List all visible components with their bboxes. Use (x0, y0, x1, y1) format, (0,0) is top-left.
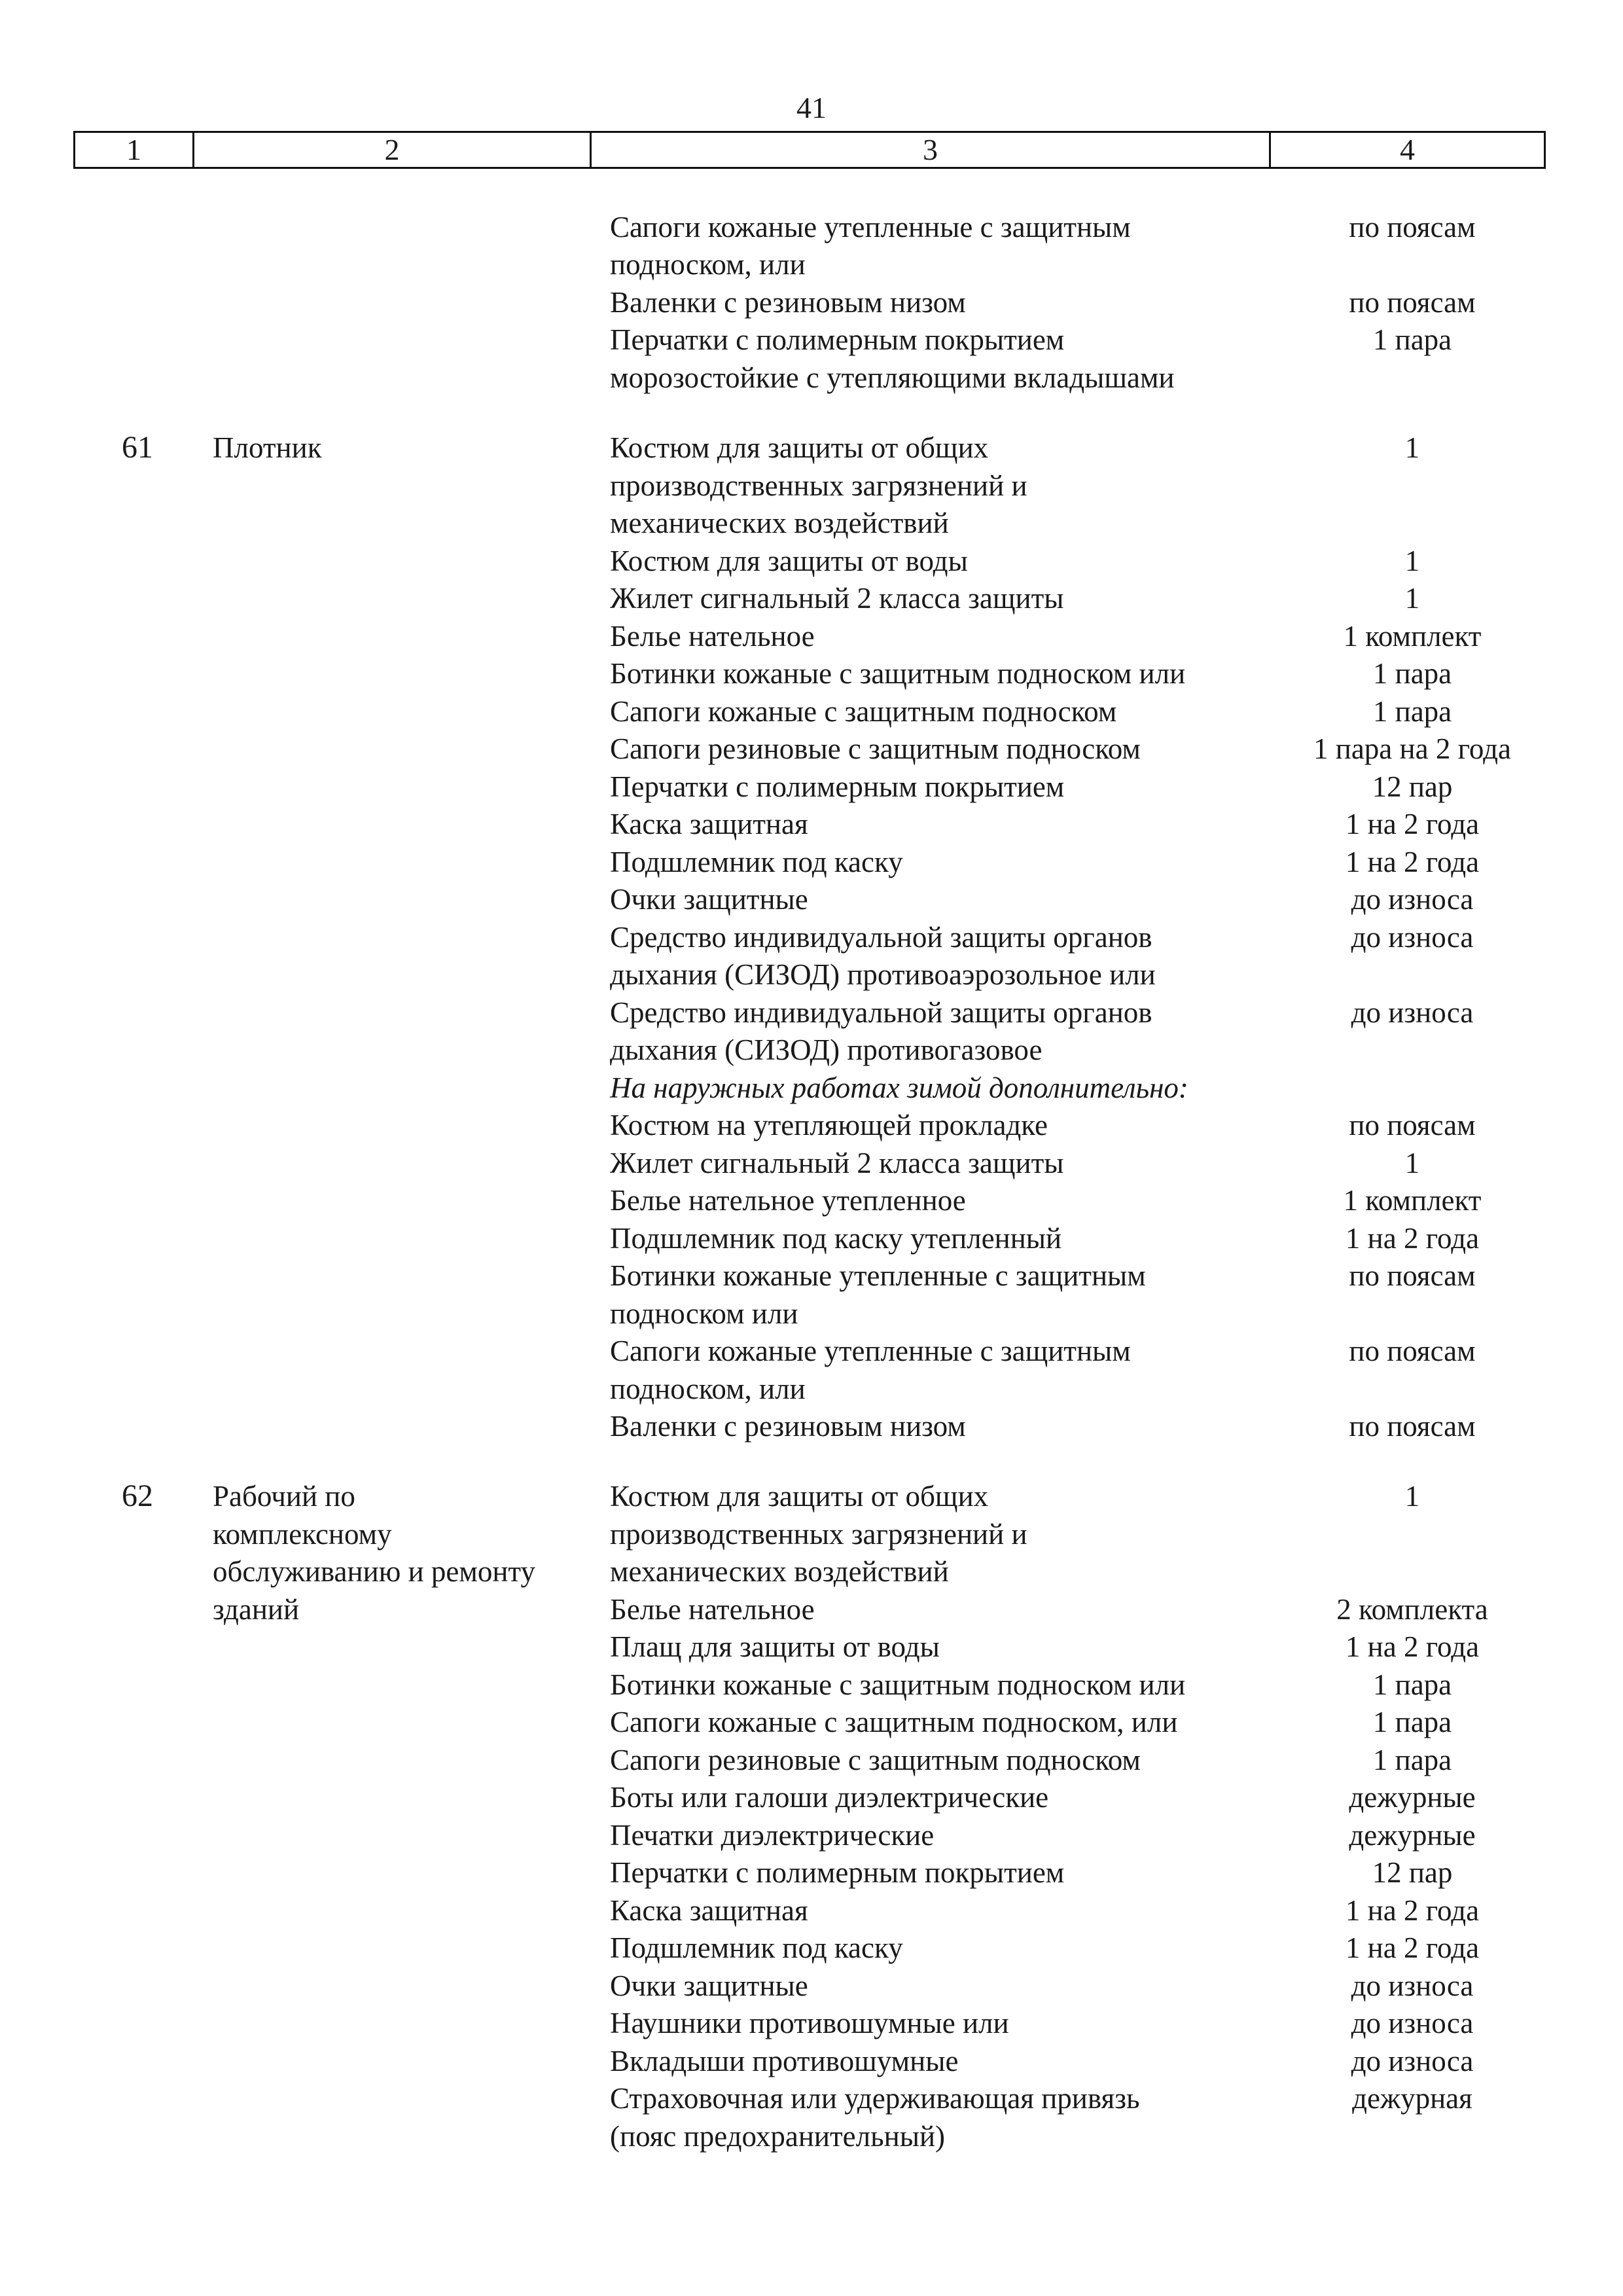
item-line: Жилет сигнальный 2 класса защиты (610, 582, 1064, 615)
norm-value: 1 комплект (1343, 620, 1482, 653)
item-line: Валенки с резиновым низом (610, 1410, 966, 1443)
item-line: производственных загрязнений и (610, 469, 1027, 502)
item-line: Печатки диэлектрические (610, 1819, 935, 1852)
norm-value: 1 (1404, 1147, 1420, 1179)
norm-value: до износа (1351, 883, 1474, 916)
item-line: дыхания (СИЗОД) противогазовое (610, 1033, 1043, 1066)
norm-value: до износа (1351, 2045, 1474, 2077)
norm-value: 1 пара на 2 года (1313, 732, 1511, 765)
norm-value: до износа (1351, 2007, 1474, 2039)
item-line: Ботинки кожаные с защитным подноском или (610, 1668, 1186, 1701)
item-line: Костюм для защиты от общих (610, 431, 989, 464)
norm-value: по поясам (1349, 1109, 1476, 1141)
item-line: механических воздействий (610, 507, 949, 539)
item-line: Белье нательное утепленное (610, 1184, 966, 1217)
item-line: Сапоги резиновые с защитным подноском (610, 1744, 1141, 1776)
item-line: Сапоги резиновые с защитным подноском (610, 732, 1141, 765)
entry-number: 61 (122, 430, 153, 465)
entry-number: 62 (122, 1479, 153, 1513)
profession-name: Рабочий по (213, 1480, 355, 1513)
item-line: дыхания (СИЗОД) противоаэрозольное или (610, 958, 1156, 991)
norm-value: 1 (1404, 431, 1420, 464)
norm-value: 1 (1404, 545, 1420, 577)
item-line: Ботинки кожаные утепленные с защитным (610, 1259, 1146, 1292)
norm-value: 1 на 2 года (1345, 808, 1480, 840)
norm-value: по поясам (1349, 1259, 1476, 1292)
norm-value: 1 пара (1372, 323, 1452, 356)
norm-value: 1 на 2 года (1345, 1931, 1480, 1964)
profession-name: комплексному (213, 1518, 392, 1551)
subsection-heading: На наружных работах зимой дополнительно: (610, 1071, 1188, 1104)
item-line: Боты или галоши диэлектрические (610, 1781, 1049, 1814)
norm-value: 1 на 2 года (1345, 1630, 1480, 1663)
norm-value: 1 (1404, 582, 1420, 615)
item-line: Страховочная или удерживающая привязь (610, 2082, 1140, 2115)
item-line: Перчатки с полимерным покрытием (610, 323, 1065, 356)
page-number: 41 (796, 91, 827, 124)
item-line: Ботинки кожаные с защитным подноском или (610, 657, 1186, 690)
norm-value: 2 комплекта (1336, 1593, 1488, 1626)
item-line: Перчатки с полимерным покрытием (610, 1856, 1065, 1889)
item-line: Подшлемник под каску (610, 846, 903, 878)
norm-value: 1 на 2 года (1345, 1222, 1480, 1255)
column-header-1: 1 (75, 133, 194, 167)
item-line: подноском или (610, 1297, 798, 1330)
item-line: Сапоги кожаные с защитным подноском (610, 695, 1117, 728)
profession-name: Плотник (213, 431, 322, 464)
profession-name: обслуживанию и ремонту (213, 1555, 536, 1588)
item-line: Средство индивидуальной защиты органов (610, 996, 1152, 1029)
item-line: Очки защитные (610, 1969, 808, 2002)
item-line: (пояс предохранительный) (610, 2120, 946, 2153)
item-line: Очки защитные (610, 883, 808, 916)
item-line: Костюм на утепляющей прокладке (610, 1109, 1048, 1141)
norm-value: 1 на 2 года (1345, 1894, 1480, 1927)
norm-value: 1 комплект (1343, 1184, 1482, 1217)
item-line: Костюм для защиты от воды (610, 545, 968, 577)
norm-value: до износа (1351, 1969, 1474, 2002)
item-line: Плащ для защиты от воды (610, 1630, 940, 1663)
norm-value: 1 пара (1372, 1744, 1452, 1776)
item-line: Костюм для защиты от общих (610, 1480, 989, 1513)
item-line: Средство индивидуальной защиты органов (610, 921, 1152, 954)
item-line: Перчатки с полимерным покрытием (610, 770, 1065, 803)
profession-name: зданий (213, 1593, 300, 1626)
item-line: подноском, или (610, 248, 806, 281)
norm-value: 12 пар (1372, 1856, 1453, 1889)
item-line: механических воздействий (610, 1555, 949, 1588)
norm-value: по поясам (1349, 1335, 1476, 1367)
item-line: Каска защитная (610, 1894, 808, 1927)
norm-value: 12 пар (1372, 770, 1453, 803)
item-line: Сапоги кожаные утепленные с защитным (610, 1335, 1131, 1367)
item-line: Подшлемник под каску (610, 1931, 903, 1964)
item-line: Белье нательное (610, 620, 815, 653)
norm-value: дежурная (1352, 2082, 1472, 2115)
norm-value: 1 пара (1372, 1668, 1452, 1701)
column-header-3: 3 (592, 133, 1271, 167)
table-header-row (73, 131, 1546, 169)
column-header-2: 2 (194, 133, 592, 167)
norm-value: до износа (1351, 921, 1474, 954)
item-line: Вкладыши противошумные (610, 2045, 959, 2077)
item-line: Подшлемник под каску утепленный (610, 1222, 1062, 1255)
norm-value: дежурные (1349, 1819, 1476, 1852)
item-line: морозостойкие с утепляющими вкладышами (610, 361, 1175, 394)
item-line: Сапоги кожаные утепленные с защитным (610, 211, 1131, 243)
norm-value: 1 пара (1372, 657, 1452, 690)
norm-value: по поясам (1349, 1410, 1476, 1443)
norm-value: по поясам (1349, 286, 1476, 319)
norm-value: 1 пара (1372, 1706, 1452, 1738)
item-line: Сапоги кожаные с защитным подноском, или (610, 1706, 1178, 1738)
norm-value: 1 на 2 года (1345, 846, 1480, 878)
item-line: Жилет сигнальный 2 класса защиты (610, 1147, 1064, 1179)
item-line: Валенки с резиновым низом (610, 286, 966, 319)
item-line: Наушники противошумные или (610, 2007, 1009, 2039)
item-line: Каска защитная (610, 808, 808, 840)
norm-value: 1 (1404, 1480, 1420, 1513)
norm-value: до износа (1351, 996, 1474, 1029)
item-line: подноском, или (610, 1372, 806, 1405)
norm-value: 1 пара (1372, 695, 1452, 728)
column-header-4: 4 (1400, 133, 1415, 166)
norm-value: по поясам (1349, 211, 1476, 243)
item-line: Белье нательное (610, 1593, 815, 1626)
norm-value: дежурные (1349, 1781, 1476, 1814)
item-line: производственных загрязнений и (610, 1518, 1027, 1551)
